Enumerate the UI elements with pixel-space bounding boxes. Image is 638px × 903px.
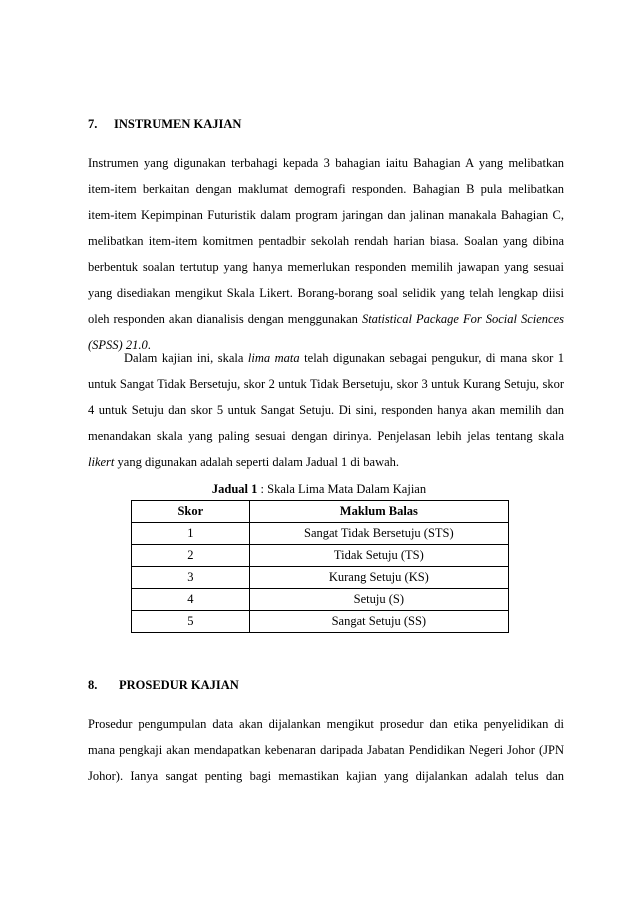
section-7-heading — [88, 117, 241, 132]
paragraph-line: 4 untuk Setuju dan skor 5 untuk Sangat Setuju. Di sini, responden hanya akan memilih dan — [88, 403, 564, 417]
table-row — [132, 589, 509, 611]
line-text: telah digunakan sebagai pengukur, di mana skor 1 — [304, 351, 564, 365]
table-header-row — [132, 501, 509, 523]
line-text: yang digunakan adalah seperti dalam Jadual 1 di bawah. — [114, 455, 400, 469]
line-text: oleh responden akan dianalisis dengan menggunakan — [88, 312, 358, 326]
section-number: 8. — [88, 678, 98, 692]
paragraph-line: item-item berkaitan dengan maklumat demografi responden. Bahagian B pula melibatkan — [88, 182, 564, 196]
section-number: 7. — [88, 117, 98, 131]
table-cell: 3 — [132, 567, 250, 589]
table-row — [132, 523, 509, 545]
line-text: Dalam kajian ini, skala — [124, 351, 244, 365]
section-8-heading — [88, 678, 239, 693]
table-cell: 1 — [132, 523, 250, 545]
table-row — [132, 611, 509, 633]
paragraph-line: berbentuk soalan tertutup yang hanya memerlukan responden memilih jawapan yang sesuai — [88, 260, 564, 274]
italic-term: (SPSS) 21.0 — [88, 338, 148, 352]
paragraph-line: untuk Sangat Tidak Bersetuju, skor 2 untuk Tidak Bersetuju, skor 3 untuk Kurang Setuju, skor — [88, 377, 564, 391]
table-caption-text: : Skala Lima Mata Dalam Kajian — [260, 482, 427, 496]
paragraph-line: mana pengkaji akan mendapatkan kebenaran daripada Jabatan Pendidikan Negeri Johor (JPN — [88, 743, 564, 757]
paragraph-line — [88, 454, 564, 470]
table-cell: 5 — [132, 611, 250, 633]
likert-scale-table — [131, 500, 509, 633]
paragraph-line: Instrumen yang digunakan terbahagi kepada 3 bahagian iaitu Bahagian A yang melibatkan — [88, 156, 564, 170]
paragraph-line: item-item Kepimpinan Futuristik dalam program jaringan dan jalinan manakala Bahagian C, — [88, 208, 564, 222]
section-title: INSTRUMEN KAJIAN — [114, 117, 242, 131]
table-cell: Kurang Setuju (KS) — [249, 567, 508, 589]
table-row — [132, 567, 509, 589]
italic-term: likert — [88, 455, 115, 469]
paragraph-line: Prosedur pengumpulan data akan dijalankan mengikut prosedur dan etika penyelidikan di — [88, 717, 564, 731]
table-cell: Sangat Setuju (SS) — [249, 611, 508, 633]
paragraph-line: menandakan skala yang paling sesuai dengan dirinya. Penjelasan lebih jelas tentang skala — [88, 429, 564, 443]
paragraph-line: Johor). Ianya sangat penting bagi memastikan kajian yang dijalankan adalah telus dan — [88, 769, 564, 783]
table-caption-label: Jadual 1 — [211, 482, 258, 496]
table-caption — [0, 482, 638, 497]
paragraph-line — [88, 311, 564, 327]
table-row — [132, 545, 509, 567]
paragraph-line: yang disediakan mengikut Skala Likert. Borang-borang soal selidik yang telah lengkap diisi — [88, 286, 564, 300]
table-header-cell: Skor — [132, 501, 250, 523]
line-text: . — [147, 338, 151, 352]
paragraph-line — [124, 350, 564, 366]
italic-term: lima mata — [247, 351, 300, 365]
section-title: PROSEDUR KAJIAN — [119, 678, 239, 692]
table-cell: Setuju (S) — [249, 589, 508, 611]
table-header-cell: Maklum Balas — [249, 501, 508, 523]
paragraph-line: melibatkan item-item komitmen pentadbir sekolah rendah harian biasa. Soalan yang dibina — [88, 234, 564, 248]
italic-term: Statistical Package For Social Sciences — [361, 312, 565, 326]
table-cell: Tidak Setuju (TS) — [249, 545, 508, 567]
table-cell: Sangat Tidak Bersetuju (STS) — [249, 523, 508, 545]
table-cell: 2 — [132, 545, 250, 567]
table-cell: 4 — [132, 589, 250, 611]
